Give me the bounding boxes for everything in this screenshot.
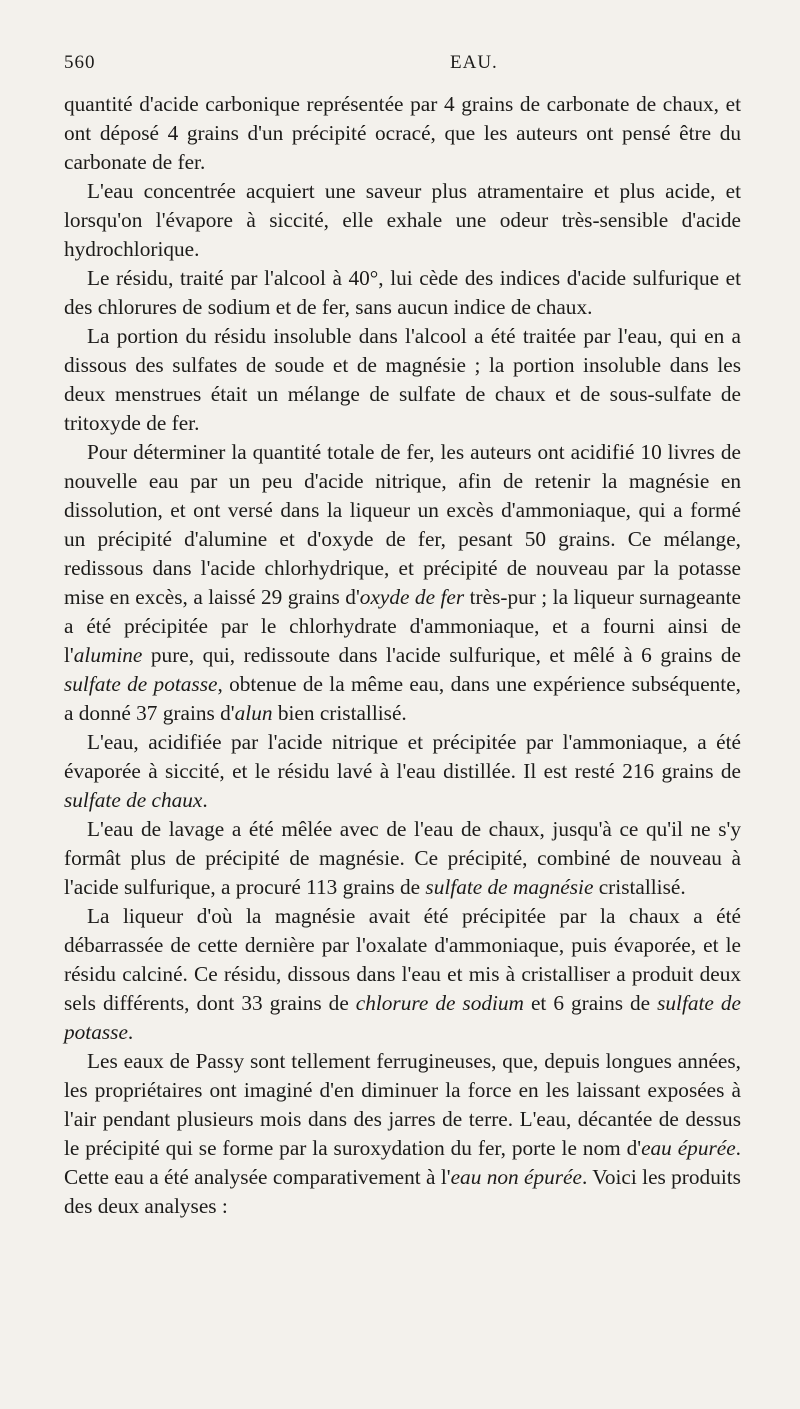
italic-term: sulfate de potasse — [64, 991, 741, 1044]
italic-term: eau épurée — [641, 1136, 736, 1160]
text-run: L'eau de lavage a été mêlée avec de l'eau de chaux, jusqu'à ce qu'il ne s'y formât plus de précipité de magnésie. Ce précipité, combiné de nouveau à l'acide sulfurique, a procuré 113 grains de — [64, 817, 741, 899]
text-run: L'eau concentrée acquiert une saveur plus atramentaire et plus acide, et lorsqu'on l'évapore à siccité, elle exhale une odeur très-sensible d'acide hydrochlorique. — [64, 179, 741, 261]
italic-term: sulfate de magnésie — [425, 875, 594, 899]
running-title: EAU. — [450, 52, 498, 73]
text-run: cristallisé. — [593, 875, 686, 899]
text-run: Pour déterminer la quantité totale de fer, les auteurs ont acidifié 10 livres de nouvelle eau par un peu d'acide nitrique, afin de retenir la magnésie en dissolution, et ont versé dans la liqueur un excès d'ammoniaque, qui a formé un précipité d'alumine et d'oxyde de fer, pesant 50 grains. Ce mélange, redissous dans l'acide chlorhydrique, et précipité de nouveau par la potasse mise en excès, a laissé 29 grains d' — [64, 440, 741, 609]
text-run: . Cette eau a été analysée comparativement à l' — [64, 1136, 741, 1189]
text-run: . — [202, 788, 208, 812]
italic-term: chlorure de sodium — [355, 991, 524, 1015]
text-run: Les eaux de Passy sont tellement ferrugineuses, que, depuis longues années, les propriétaires ont imaginé d'en diminuer la force en les laissant exposées à l'air pendant plusieurs mois dans des jarres de terre. L'eau, décantée de dessus le précipité qui se forme par la suroxydation du fer, porte le nom d' — [64, 1049, 741, 1160]
italic-term: eau non épurée — [450, 1165, 582, 1189]
paragraph — [64, 177, 741, 264]
paragraph — [64, 264, 741, 322]
body-text — [64, 90, 741, 1221]
paragraph — [64, 728, 741, 815]
italic-term: alumine — [73, 643, 143, 667]
page-number: 560 — [64, 52, 96, 73]
running-header — [64, 52, 736, 82]
text-run: . — [127, 1020, 134, 1044]
italic-term: sulfate de chaux — [64, 788, 203, 812]
paragraph — [64, 902, 741, 1047]
text-run: . Voici les produits des deux analyses : — [64, 1165, 741, 1218]
italic-term: alun — [234, 701, 273, 725]
text-run: La liqueur d'où la magnésie avait été précipitée par la chaux a été débarrassée de cette dernière par l'oxalate d'ammoniaque, puis évaporée, et le résidu calciné. Ce résidu, dissous dans l'eau et mis à cristalliser a produit deux sels différents, dont 33 grains de — [64, 904, 741, 1015]
text-run: La portion du résidu insoluble dans l'alcool a été traitée par l'eau, qui en a dissous des sulfates de soude et de magnésie ; la portion insoluble dans les deux menstrues était un mélange de sulfate de chaux et de sous-sulfate de tritoxyde de fer. — [64, 324, 741, 435]
text-run: très-pur ; la liqueur surnageante a été précipitée par le chlorhydrate d'ammoniaque, et a fourni ainsi de l' — [64, 585, 742, 667]
italic-term: oxyde de fer — [359, 585, 465, 609]
paragraph — [64, 438, 741, 728]
text-run: L'eau, acidifiée par l'acide nitrique et précipitée par l'ammoniaque, a été évaporée à siccité, et le résidu lavé à l'eau distillée. Il est resté 216 grains de — [64, 730, 741, 783]
text-run: Le résidu, traité par l'alcool à 40°, lui cède des indices d'acide sulfurique et des chlorures de sodium et de fer, sans aucun indice de chaux. — [64, 266, 741, 319]
text-run: et 6 grains de — [523, 991, 658, 1015]
text-run: bien cristallisé. — [272, 701, 407, 725]
paragraph — [64, 90, 741, 177]
paragraph — [64, 322, 741, 438]
text-run: pure, qui, redissoute dans l'acide sulfurique, et mêlé à 6 grains de — [142, 643, 741, 667]
paragraph — [64, 1047, 741, 1221]
text-run: , obtenue de la même eau, dans une expérience subséquente, a donné 37 grains d' — [64, 672, 741, 725]
paragraph — [64, 815, 741, 902]
text-run: quantité d'acide carbonique représentée par 4 grains de carbonate de chaux, et ont déposé 4 grains d'un précipité ocracé, que les auteurs ont pensé être du carbonate de fer. — [64, 92, 741, 174]
italic-term: sulfate de potasse — [64, 672, 218, 696]
